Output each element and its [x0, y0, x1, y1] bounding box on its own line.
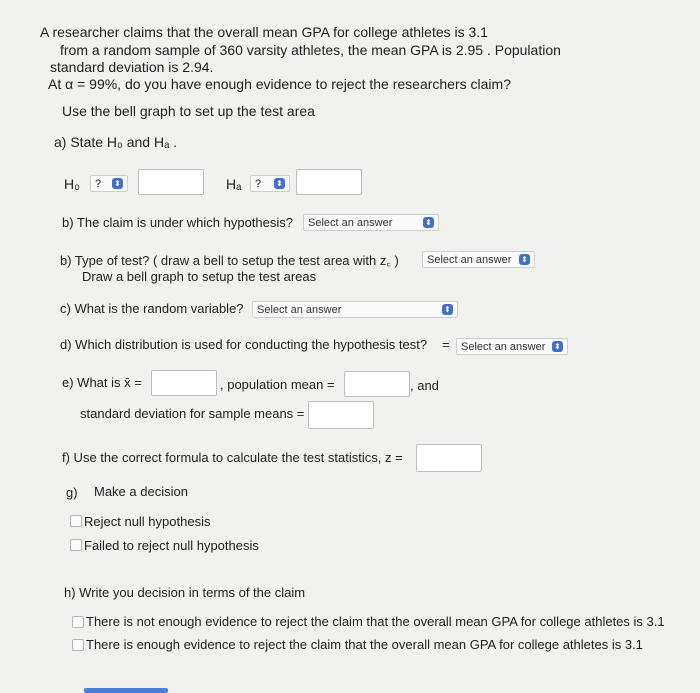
population-mean-label: , population mean =: [220, 377, 335, 392]
reject-null-radio[interactable]: [70, 515, 82, 527]
part-g-label: g): [66, 485, 78, 500]
make-decision-title: Make a decision: [94, 484, 188, 499]
enough-evidence-label: There is enough evidence to reject the claim that the overall mean GPA for college athletes is 3.1: [86, 637, 643, 652]
enough-evidence-radio[interactable]: [72, 639, 84, 651]
chevron-updown-icon: ⬍: [112, 178, 123, 189]
part-e-label: e) What is x̄ =: [62, 375, 142, 390]
part-d-label: d) Which distribution is used for conducting the hypothesis test?: [60, 337, 428, 352]
ha-select-value: ?: [255, 178, 262, 190]
h0-select[interactable]: [90, 175, 128, 192]
h0-label: H₀: [64, 176, 80, 192]
part-h-label: h) Write you decision in terms of the claim: [64, 585, 306, 600]
problem-line-2: from a random sample of 360 varsity athletes, the mean GPA is 2.95 . Population: [60, 42, 561, 58]
population-mean-input[interactable]: [344, 371, 410, 397]
and-label: , and: [410, 378, 439, 393]
chevron-updown-icon: ⬍: [423, 217, 434, 228]
problem-line-1: A researcher claims that the overall mean GPA for college athletes is 3.1: [40, 24, 488, 40]
claim-hypothesis-select[interactable]: [303, 214, 439, 231]
ha-select[interactable]: [250, 175, 290, 192]
ha-label: Hₐ: [226, 176, 242, 192]
not-enough-evidence-radio[interactable]: [72, 616, 84, 628]
chevron-updown-icon: ⬍: [519, 254, 530, 265]
test-type-select[interactable]: [422, 251, 535, 268]
part-f-label: f) Use the correct formula to calculate the test statistics, z =: [62, 450, 403, 465]
problem-line-3: standard deviation is 2.94.: [50, 59, 214, 75]
random-variable-select[interactable]: [252, 301, 458, 318]
sample-mean-input[interactable]: [151, 370, 217, 396]
random-variable-select-value: Select an answer: [257, 304, 342, 316]
part-b2-instruction: Draw a bell graph to setup the test areas: [82, 269, 317, 284]
claim-hypothesis-select-value: Select an answer: [308, 217, 393, 229]
chevron-updown-icon: ⬍: [552, 341, 563, 352]
part-b1-label: b) The claim is under which hypothesis?: [62, 215, 293, 230]
test-type-select-value: Select an answer: [427, 254, 512, 266]
reject-null-label: Reject null hypothesis: [84, 514, 211, 529]
fail-reject-null-label: Failed to reject null hypothesis: [84, 538, 259, 553]
ha-value-input[interactable]: [296, 169, 362, 195]
sd-sample-means-input[interactable]: [308, 401, 374, 429]
instruction-line: Use the bell graph to set up the test area: [62, 103, 315, 119]
h0-select-value: ?: [95, 178, 102, 190]
chevron-updown-icon: ⬍: [442, 304, 453, 315]
sd-sample-means-label: standard deviation for sample means =: [80, 406, 305, 421]
fail-reject-null-radio[interactable]: [70, 539, 82, 551]
problem-line-4: At α = 99%, do you have enough evidence to reject the researchers claim?: [48, 76, 511, 92]
h0-value-input[interactable]: [138, 169, 204, 195]
page-indicator-bar: [84, 688, 168, 693]
chevron-updown-icon: ⬍: [274, 178, 285, 189]
distribution-select[interactable]: [456, 338, 568, 355]
part-d-equals: =: [442, 337, 450, 352]
part-c-label: c) What is the random variable?: [60, 301, 244, 316]
z-statistic-input[interactable]: [416, 444, 482, 472]
part-b2-label: b) Type of test? ( draw a bell to setup the test area with z꜀ ): [60, 253, 399, 268]
part-a-label: a) State H₀ and Hₐ .: [54, 134, 178, 150]
distribution-select-value: Select an answer: [461, 341, 546, 353]
not-enough-evidence-label: There is not enough evidence to reject the claim that the overall mean GPA for college athletes is 3.1: [86, 614, 665, 629]
